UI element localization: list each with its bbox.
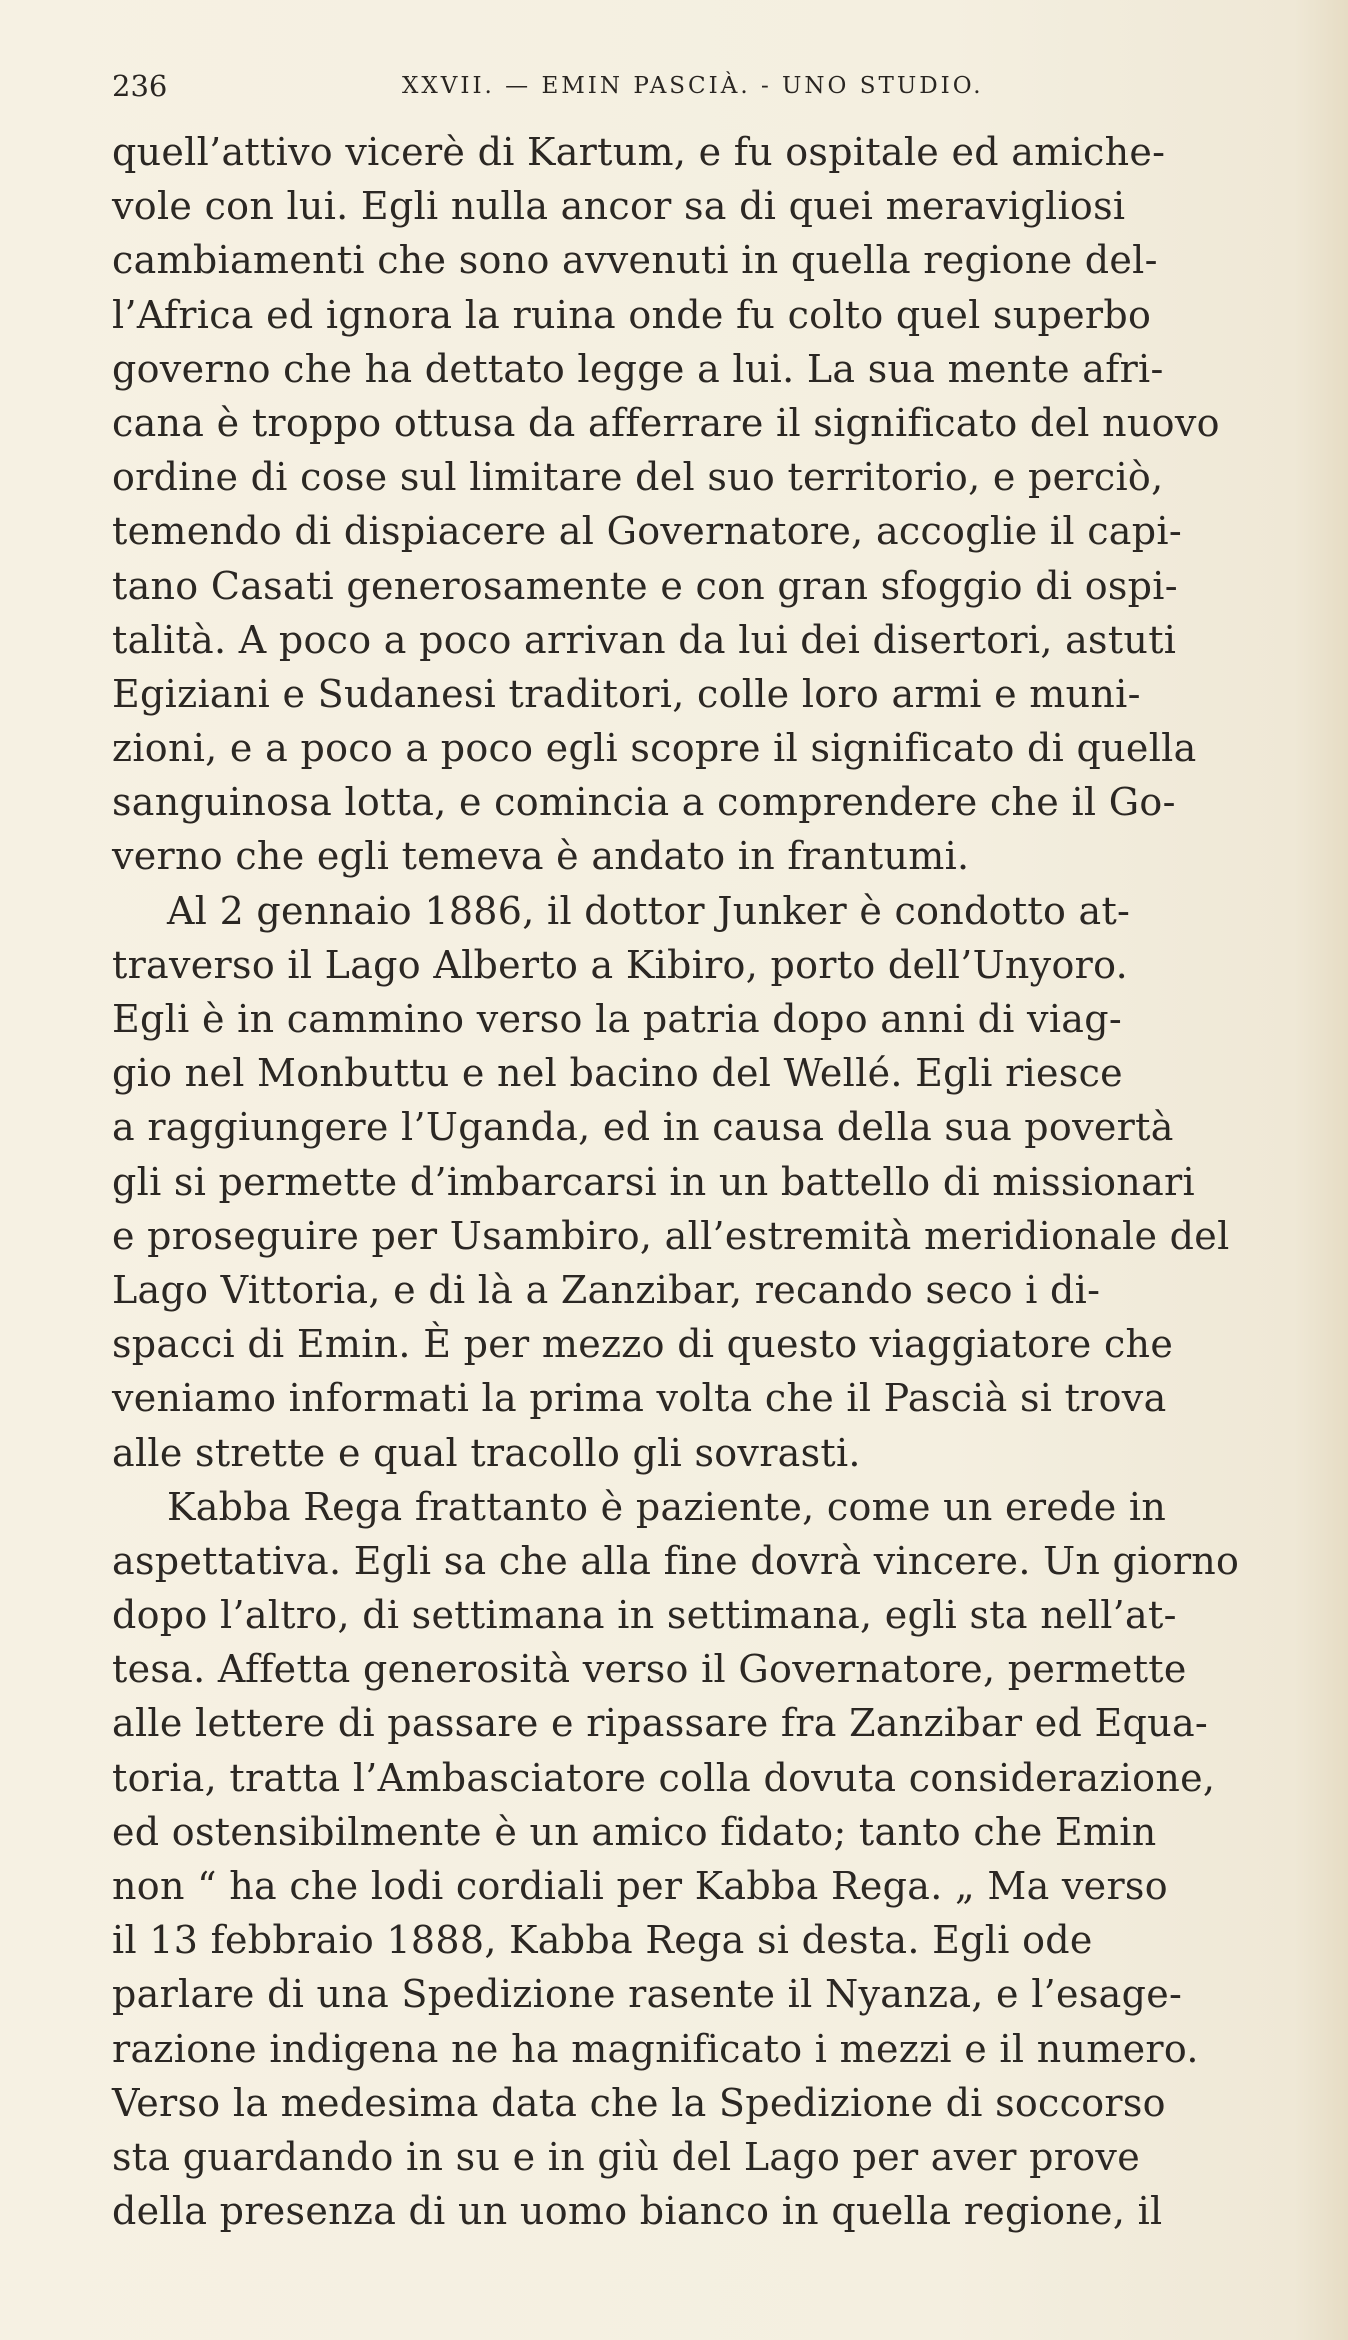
text-line: alle lettere di passare e ripassare fra Zanzibar ed Equa-	[112, 1701, 1209, 1746]
body-text	[112, 125, 1292, 2238]
text-line: gio nel Monbuttu e nel bacino del Wellé. Egli riesce	[112, 1051, 1123, 1096]
text-line: toria, tratta l’Ambasciatore colla dovuta considerazione,	[112, 1755, 1216, 1800]
text-line: sta guardando in su e in giù del Lago per aver prove	[112, 2134, 1140, 2179]
text-line: sanguinosa lotta, e comincia a comprendere che il Go-	[112, 780, 1176, 825]
text-line: e proseguire per Usambiro, all’estremità meridionale del	[112, 1213, 1230, 1258]
text-line: Egiziani e Sudanesi traditori, colle loro armi e muni-	[112, 671, 1141, 716]
text-line: Kabba Rega frattanto è paziente, come un erede in	[167, 1484, 1167, 1529]
text-line: aspettativa. Egli sa che alla fine dovrà vincere. Un giorno	[112, 1538, 1240, 1583]
text-line: razione indigena ne ha magnificato i mezzi e il numero.	[112, 2026, 1199, 2071]
text-line: Verso la medesima data che la Spedizione di soccorso	[112, 2080, 1166, 2125]
text-line: cana è troppo ottusa da afferrare il significato del nuovo	[112, 400, 1220, 445]
text-line: talità. A poco a poco arrivan da lui dei disertori, astuti	[112, 617, 1177, 662]
text-line: veniamo informati la prima volta che il Pascià si trova	[112, 1376, 1167, 1421]
text-line: non “ ha che lodi cordiali per Kabba Rega. „ Ma verso	[112, 1864, 1168, 1908]
text-line: tesa. Affetta generosità verso il Governatore, permette	[112, 1647, 1187, 1692]
text-line: dopo l’altro, di settimana in settimana, egli sta nell’at-	[112, 1593, 1177, 1638]
text-line: verno che egli temeva è andato in frantumi.	[112, 834, 970, 879]
text-line: Egli è in cammino verso la patria dopo anni di viag-	[112, 997, 1123, 1041]
text-line: temendo di dispiacere al Governatore, accoglie il capi-	[112, 509, 1182, 554]
text-line: cambiamenti che sono avvenuti in quella regione del-	[112, 238, 1158, 283]
text-line: a raggiungere l’Uganda, ed in causa della sua povertà	[112, 1105, 1174, 1150]
text-line: ordine di cose sul limitare del suo territorio, e perciò,	[112, 455, 1164, 500]
text-line: gli si permette d’imbarcarsi in un battello di missionari	[112, 1159, 1195, 1204]
text-line: vole con lui. Egli nulla ancor sa di quei meravigliosi	[112, 184, 1126, 229]
running-head: XXVII. — EMIN PASCIÀ. - UNO STUDIO.	[402, 73, 984, 99]
text-line: tano Casati generosamente e con gran sfoggio di ospi-	[112, 563, 1178, 608]
text-line: governo che ha dettato legge a lui. La sua mente afri-	[112, 346, 1164, 391]
text-line: alle strette e qual tracollo gli sovrasti.	[112, 1430, 861, 1475]
text-line: parlare di una Spedizione rasente il Nyanza, e l’esage-	[112, 1972, 1183, 2017]
text-line: della presenza di un uomo bianco in quella regione, il	[112, 2189, 1163, 2234]
text-line: quell’attivo vicerè di Kartum, e fu ospitale ed amiche-	[112, 130, 1166, 174]
text-line: traverso il Lago Alberto a Kibiro, porto dell’Unyoro.	[112, 942, 1128, 987]
text-line: zioni, e a poco a poco egli scopre il significato di quella	[112, 726, 1197, 771]
text-line: Lago Vittoria, e di là a Zanzibar, recando seco i di-	[112, 1267, 1101, 1312]
page-header	[112, 66, 1032, 106]
text-line: l’Africa ed ignora la ruina onde fu colto quel superbo	[112, 292, 1152, 337]
page-number: 236	[112, 69, 168, 103]
text-line: Al 2 gennaio 1886, il dottor Junker è condotto at-	[167, 888, 1131, 933]
text-line: spacci di Emin. È per mezzo di questo viaggiatore che	[112, 1322, 1174, 1367]
text-line: il 13 febbraio 1888, Kabba Rega si desta. Egli ode	[112, 1918, 1093, 1963]
text-line: ed ostensibilmente è un amico fidato; tanto che Emin	[112, 1809, 1157, 1854]
